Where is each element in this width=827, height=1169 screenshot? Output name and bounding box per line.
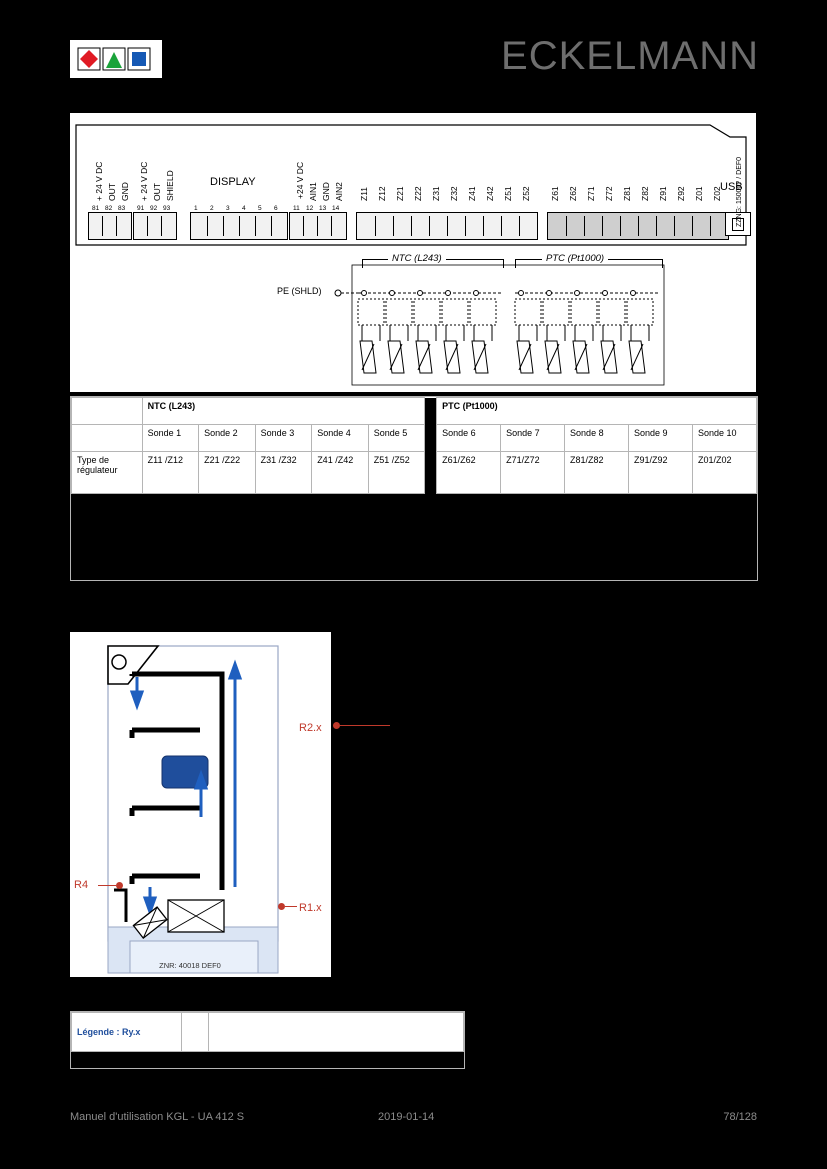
terminal-label-Z82: Z82 xyxy=(640,186,650,201)
terminal-label-Z52: Z52 xyxy=(521,186,531,201)
table-row-terminals xyxy=(72,451,757,494)
table-divider xyxy=(425,398,437,425)
terminal-cell-7: Z71/Z72 xyxy=(501,451,565,494)
terminal-label-81: + 24 V DC xyxy=(94,161,104,201)
figure-drawing-number: ZNR: 40018 DEF0 xyxy=(159,961,221,970)
terminal-label-13: GND xyxy=(321,182,331,201)
cell-blank xyxy=(72,398,143,425)
callout-line-r2x xyxy=(340,725,390,726)
group-header-ntc: NTC (L243) xyxy=(142,398,425,425)
pin-92: 92 xyxy=(150,205,158,212)
terminal-label-83: GND xyxy=(120,182,130,201)
terminal-diagram-panel xyxy=(70,113,756,392)
terminal-label-Z22: Z22 xyxy=(413,186,423,201)
sonde-header-2: Sonde 2 xyxy=(199,424,256,451)
cell-blank-2 xyxy=(72,424,143,451)
legend-cell-empty-3 xyxy=(209,1051,464,1067)
terminal-cell-3: Z31 /Z32 xyxy=(255,451,312,494)
pin-81: 81 xyxy=(92,205,100,212)
pin-91: 91 xyxy=(137,205,145,212)
terminal-label-12: AIN1 xyxy=(308,182,318,201)
sonde-header-5: Sonde 5 xyxy=(368,424,425,451)
connector-ain[interactable] xyxy=(289,212,347,240)
terminal-label-Z32: Z32 xyxy=(449,186,459,201)
sonde-header-3: Sonde 3 xyxy=(255,424,312,451)
pe-shield-label: PE (SHLD) xyxy=(277,286,322,296)
callout-label-r1x: R1.x xyxy=(299,902,322,914)
terminal-cell-6: Z61/Z62 xyxy=(437,451,501,494)
page-footer xyxy=(0,1111,827,1131)
legend-row-empty xyxy=(72,1051,464,1067)
pin-93: 93 xyxy=(163,205,171,212)
cabinet-diagram xyxy=(70,632,331,977)
sonde-header-6: Sonde 6 xyxy=(437,424,501,451)
legend-cell-empty-1 xyxy=(72,1051,182,1067)
pin-3: 3 xyxy=(226,205,230,212)
row-label-type-regulateur: Type de régulateur xyxy=(72,451,143,494)
legend-row-header xyxy=(72,1013,464,1052)
terminal-cell-1: Z11 /Z12 xyxy=(142,451,199,494)
terminal-label-Z42: Z42 xyxy=(485,186,495,201)
pin-11: 11 xyxy=(293,205,300,212)
terminal-label-Z31: Z31 xyxy=(431,186,441,201)
callout-label-r4: R4 xyxy=(74,879,89,891)
table-divider-2 xyxy=(425,424,437,451)
panel-drawing-number: ZZNG: 15000? / DEF0 xyxy=(736,156,743,227)
terminal-label-Z81: Z81 xyxy=(622,186,632,201)
connector-ptc-z61-z02[interactable] xyxy=(547,212,729,240)
callout-dot-r4 xyxy=(116,882,123,889)
pin-6: 6 xyxy=(274,205,278,212)
callout-dot-r1x xyxy=(278,903,285,910)
table-row-empty-1 xyxy=(72,494,757,537)
table-divider-3 xyxy=(425,451,437,494)
sonde-header-9: Sonde 9 xyxy=(629,424,693,451)
pin-14: 14 xyxy=(332,205,340,212)
ntc-bracket-label: NTC (L243) xyxy=(388,253,446,264)
terminal-label-82: OUT xyxy=(107,183,117,201)
sonde-header-10: Sonde 10 xyxy=(692,424,756,451)
callout-line-r1x xyxy=(285,906,297,907)
table-row-sonde-headers xyxy=(72,424,757,451)
callout-label-r2x: R2.x xyxy=(299,722,322,734)
terminal-label-Z71: Z71 xyxy=(586,186,596,201)
terminal-label-Z61: Z61 xyxy=(550,186,560,201)
pin-12: 12 xyxy=(306,205,314,212)
terminal-label-11: +24 V DC xyxy=(295,161,305,199)
footer-document-title: Manuel d'utilisation KGL - UA 412 S xyxy=(70,1111,245,1123)
eckelmann-logo-icon xyxy=(70,40,162,78)
terminal-label-Z11: Z11 xyxy=(359,186,369,201)
terminal-cell-8: Z81/Z82 xyxy=(565,451,629,494)
terminal-label-Z12: Z12 xyxy=(377,186,387,201)
footer-page-number: 78/128 xyxy=(723,1111,757,1123)
table-row-group-header xyxy=(72,398,757,425)
usb-label: USB xyxy=(720,181,743,193)
terminal-cell-2: Z21 /Z22 xyxy=(199,451,256,494)
ptc-bracket-label: PTC (Pt1000) xyxy=(542,253,608,264)
pin-2: 2 xyxy=(210,205,214,212)
terminal-label-Z02: Z02 xyxy=(712,186,722,201)
pin-83: 83 xyxy=(118,205,126,212)
callout-dot-r2x xyxy=(333,722,340,729)
terminal-label-91: + 24 V DC xyxy=(139,161,149,201)
footer-date: 2019-01-14 xyxy=(378,1111,435,1123)
legend-table xyxy=(70,1011,465,1069)
display-group-title: DISPLAY xyxy=(210,176,256,188)
connector-91-93[interactable] xyxy=(133,212,177,240)
legend-cell-right xyxy=(209,1013,464,1052)
group-header-ptc: PTC (Pt1000) xyxy=(437,398,757,425)
brand-title: ECKELMANN xyxy=(501,34,759,78)
terminal-label-Z51: Z51 xyxy=(503,186,513,201)
pin-1: 1 xyxy=(194,205,198,212)
terminal-label-Z01: Z01 xyxy=(694,186,704,201)
callout-line-r4 xyxy=(98,885,116,886)
terminal-label-92: OUT xyxy=(152,183,162,201)
sonde-header-4: Sonde 4 xyxy=(312,424,369,451)
terminal-label-Z62: Z62 xyxy=(568,186,578,201)
pin-5: 5 xyxy=(258,205,262,212)
terminal-label-Z21: Z21 xyxy=(395,186,405,201)
terminal-label-Z41: Z41 xyxy=(467,186,477,201)
connector-ntc-z11-z52[interactable] xyxy=(356,212,538,240)
terminal-cell-9: Z91/Z92 xyxy=(629,451,693,494)
legend-cell-empty-2 xyxy=(181,1051,208,1067)
sonde-header-1: Sonde 1 xyxy=(142,424,199,451)
pin-13: 13 xyxy=(319,205,327,212)
terminal-label-14: AIN2 xyxy=(334,182,344,201)
connector-display[interactable] xyxy=(190,212,288,240)
legend-cell-mid xyxy=(181,1013,208,1052)
terminal-cell-5: Z51 /Z52 xyxy=(368,451,425,494)
terminal-label-Z92: Z92 xyxy=(676,186,686,201)
sonde-header-7: Sonde 7 xyxy=(501,424,565,451)
connector-81-83[interactable] xyxy=(88,212,132,240)
terminal-cell-4: Z41 /Z42 xyxy=(312,451,369,494)
sensor-type-table xyxy=(70,396,758,581)
terminal-label-Z91: Z91 xyxy=(658,186,668,201)
terminal-label-Z72: Z72 xyxy=(604,186,614,201)
legend-title: Légende : Ry.x xyxy=(72,1013,182,1052)
terminal-cell-10: Z01/Z02 xyxy=(692,451,756,494)
pin-82: 82 xyxy=(105,205,113,212)
table-row-empty-2 xyxy=(72,537,757,580)
terminal-label-93: SHIELD xyxy=(165,170,175,201)
sonde-header-8: Sonde 8 xyxy=(565,424,629,451)
pin-4: 4 xyxy=(242,205,246,212)
